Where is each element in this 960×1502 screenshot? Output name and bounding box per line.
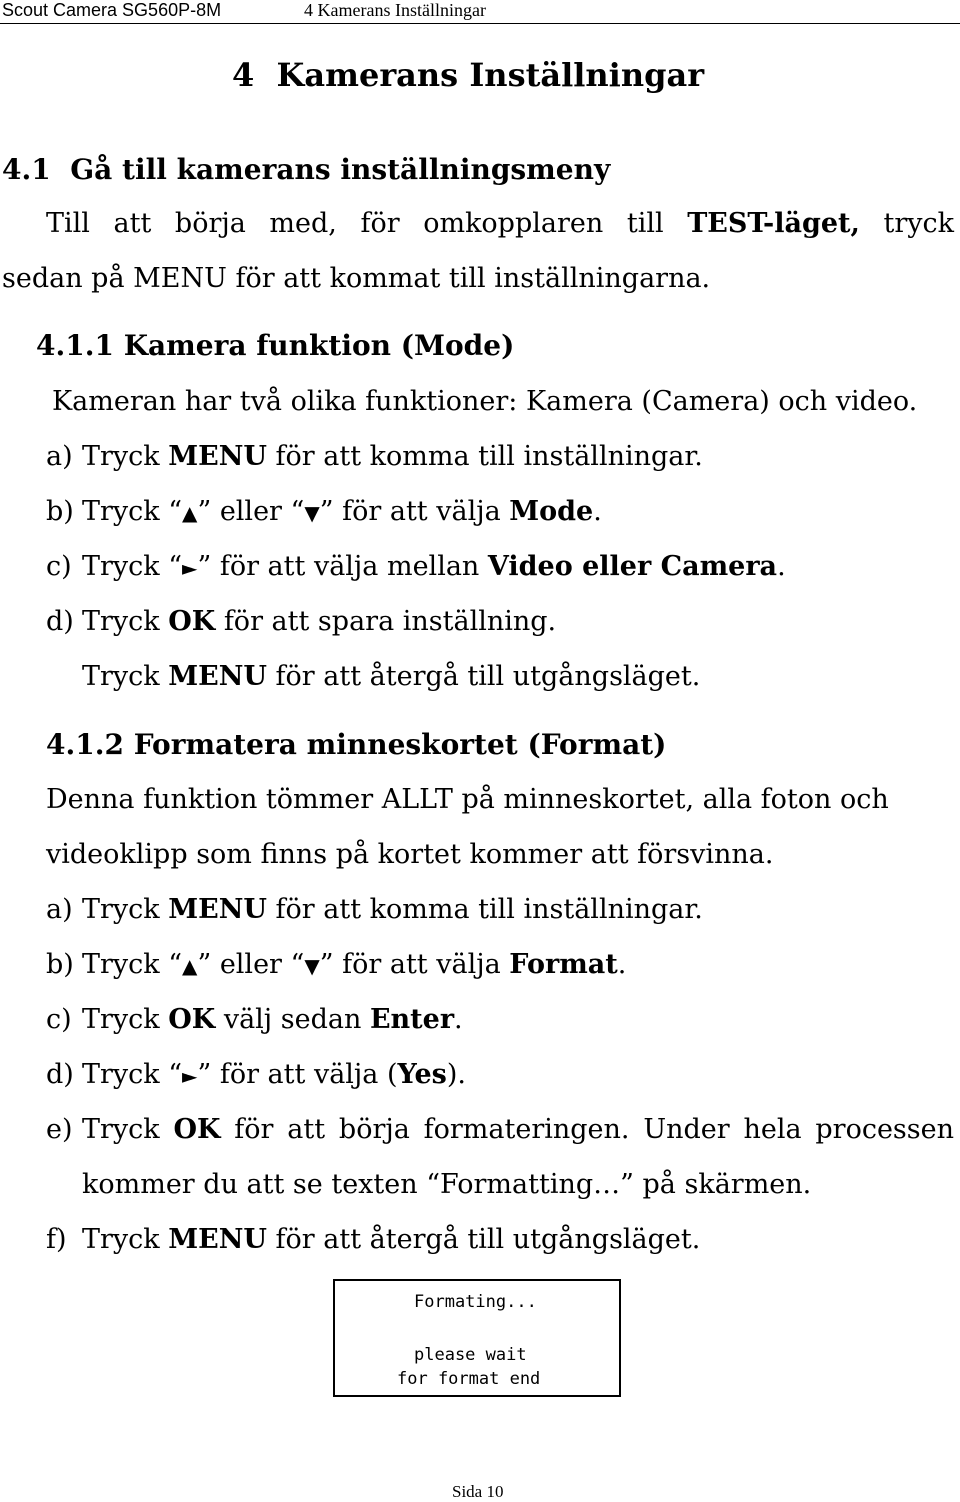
- section-4-1-2-paragraph-line-2: videoklipp som finns på kortet kommer att försvinna.: [46, 839, 774, 870]
- text: Tryck “: [82, 949, 183, 980]
- text: tryck: [859, 208, 954, 239]
- enter-label: Enter: [369, 1004, 455, 1035]
- text: ” för att välja (: [197, 1059, 398, 1090]
- text: .: [777, 551, 786, 582]
- section-4-1-2-paragraph-line-1: Denna funktion tömmer ALLT på minneskortet, alla foton och: [46, 784, 889, 815]
- text: välj sedan: [215, 1004, 370, 1035]
- format-label: Format: [509, 949, 618, 980]
- step-label: b): [46, 949, 74, 980]
- text: Tryck: [82, 606, 169, 637]
- format-step-f: [46, 1223, 700, 1257]
- chapter-title-text: Kamerans Inställningar: [276, 56, 705, 94]
- header-chapter-title: 4 Kamerans Inställningar: [304, 0, 486, 20]
- step-label: e): [46, 1114, 73, 1145]
- text: Tryck “: [82, 551, 183, 582]
- format-step-b: [46, 948, 626, 983]
- step-label: d): [46, 1059, 74, 1090]
- header-document-title: Scout Camera SG560P-8M: [2, 0, 222, 20]
- section-4-1-heading: [2, 153, 610, 187]
- format-step-e-continued: kommer du att se texten “Formatting…” på skärmen.: [82, 1169, 812, 1200]
- text: ).: [446, 1059, 466, 1090]
- right-arrow-icon: ►: [182, 1064, 198, 1088]
- format-step-d: [46, 1058, 466, 1093]
- text: Tryck: [82, 1114, 174, 1145]
- text: för att återgå till utgångsläget.: [266, 661, 701, 692]
- header-divider: [0, 23, 960, 24]
- menu-key: MENU: [168, 441, 267, 472]
- section-number: 4.1: [2, 153, 51, 186]
- text: Tryck “: [82, 1059, 183, 1090]
- down-arrow-icon: ▼: [304, 501, 320, 525]
- text: ” för att välja: [319, 949, 510, 980]
- mode-step-a: [46, 440, 703, 474]
- screen-formatting-text: Formating...: [414, 1292, 537, 1312]
- step-label: c): [46, 551, 72, 582]
- text: för att återgå till utgångsläget.: [266, 1224, 701, 1255]
- text: för att komma till inställningar.: [266, 441, 703, 472]
- format-step-c: [46, 1003, 463, 1037]
- text: för att spara inställning.: [215, 606, 557, 637]
- text: .: [593, 496, 602, 527]
- section-4-1-2-heading: 4.1.2 Formatera minneskortet (Format): [46, 728, 667, 761]
- step-label: a): [46, 441, 73, 472]
- format-step-e: [46, 1113, 954, 1147]
- text: .: [454, 1004, 463, 1035]
- menu-key: MENU: [168, 661, 267, 692]
- right-arrow-icon: ►: [182, 556, 198, 580]
- text: .: [617, 949, 627, 980]
- text: för att komma till inställningar.: [266, 894, 703, 925]
- format-step-a: [46, 893, 703, 927]
- mode-label: Mode: [509, 496, 594, 527]
- ok-key: OK: [168, 1004, 216, 1035]
- section-4-1-paragraph-line-1: [46, 207, 954, 241]
- step-label: d): [46, 606, 74, 637]
- text: Tryck: [82, 894, 169, 925]
- page-number: Sida 10: [452, 1482, 504, 1501]
- ok-key: OK: [173, 1114, 221, 1145]
- text: Tryck: [82, 1004, 169, 1035]
- text: ” för att välja mellan: [197, 551, 488, 582]
- section-title: Gå till kamerans inställningsmeny: [70, 153, 611, 186]
- video-camera-label: Video eller Camera: [487, 551, 778, 582]
- menu-key: MENU: [168, 894, 267, 925]
- mode-step-d: [46, 605, 556, 639]
- text: Tryck: [82, 1224, 169, 1255]
- text: Tryck: [82, 441, 169, 472]
- text: ” eller “: [197, 949, 305, 980]
- text: ” eller “: [197, 496, 305, 527]
- text: Tryck: [82, 661, 169, 692]
- chapter-number: 4: [232, 56, 255, 94]
- camera-screen-illustration: [333, 1279, 621, 1397]
- ok-key: OK: [168, 606, 216, 637]
- menu-key: MENU: [168, 1224, 267, 1255]
- down-arrow-icon: ▼: [304, 954, 320, 978]
- text: för att börja formateringen. Under hela processen: [220, 1114, 954, 1145]
- text: ” för att välja: [319, 496, 510, 527]
- screen-format-end-text: for format end: [397, 1369, 541, 1389]
- step-label: f): [46, 1224, 67, 1255]
- mode-step-d-continued: [82, 660, 700, 694]
- screen-please-wait-text: please wait: [414, 1345, 527, 1365]
- section-4-1-1-intro: Kameran har två olika funktioner: Kamera (Camera) och video.: [52, 386, 918, 417]
- step-label: b): [46, 496, 74, 527]
- step-label: a): [46, 894, 73, 925]
- mode-step-b: [46, 495, 602, 530]
- up-arrow-icon: ▲: [182, 501, 198, 525]
- text: Till att börja med, för omkopplaren till: [46, 208, 688, 239]
- section-4-1-1-heading: 4.1.1 Kamera funktion (Mode): [36, 329, 515, 362]
- text: Tryck “: [82, 496, 183, 527]
- chapter-title: [232, 58, 704, 92]
- test-mode-label: TEST-läget,: [687, 208, 860, 239]
- up-arrow-icon: ▲: [182, 954, 198, 978]
- step-label: c): [46, 1004, 72, 1035]
- section-4-1-paragraph-line-2: sedan på MENU för att kommat till inställningarna.: [2, 263, 711, 294]
- yes-label: Yes: [397, 1059, 447, 1090]
- mode-step-c: [46, 550, 786, 585]
